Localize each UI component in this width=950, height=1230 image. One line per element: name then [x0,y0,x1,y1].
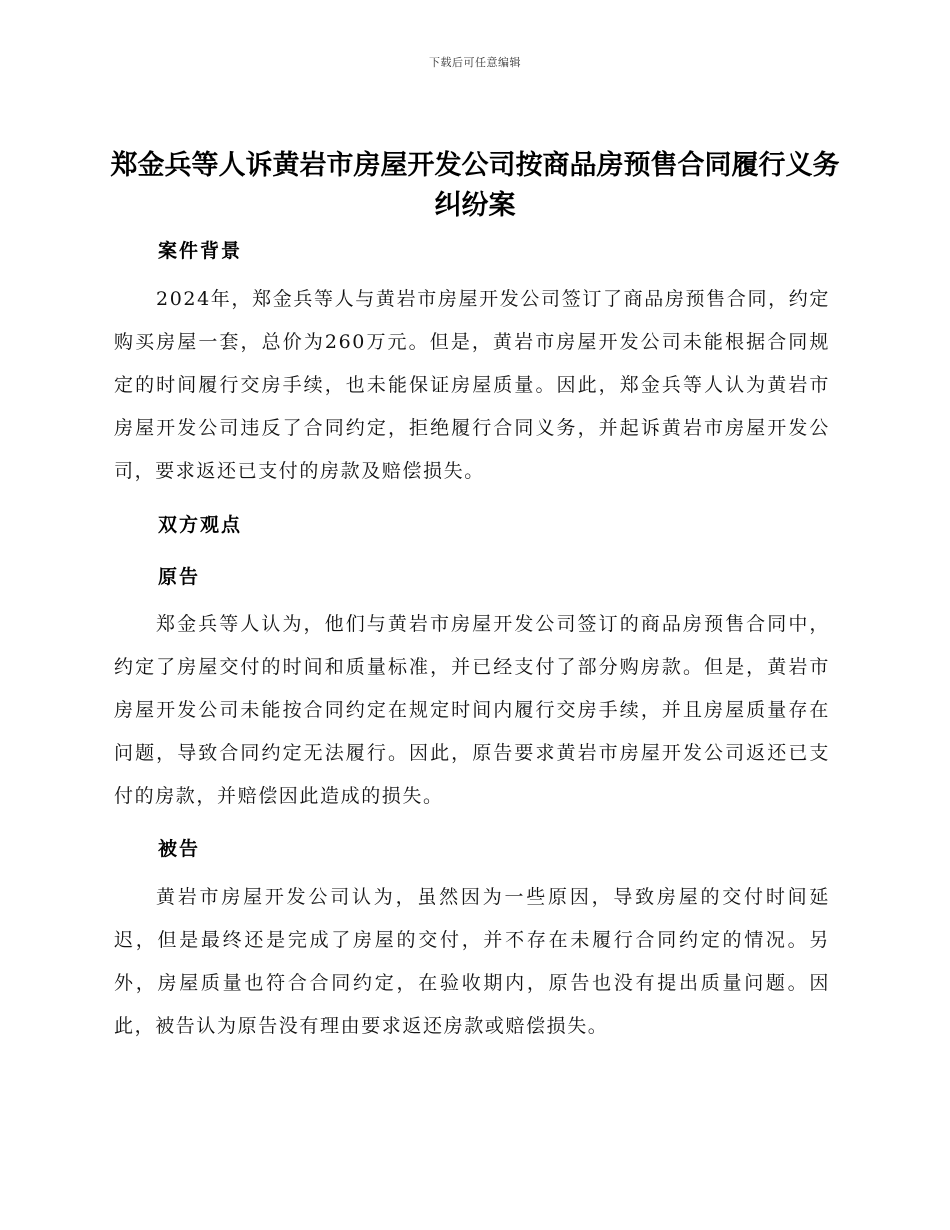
section-heading-background: 案件背景 [158,240,243,262]
paragraph-plaintiff: 郑金兵等人认为，他们与黄岩市房屋开发公司签订的商品房预售合同中，约定了房屋交付的时间和质量标准，并已经支付了部分购房款。但是，黄岩市房屋开发公司未能按合同约定在规定时间内履行交房手续，并且房屋质量存在问题，导致合同约定无法履行。因此，原告要求黄岩市房屋开发公司返还已支付的房款，并赔偿因此造成的损失。 [114,613,830,807]
section-heading-views: 双方观点 [158,514,243,536]
section-heading-plaintiff: 原告 [158,566,201,588]
header-note: 下载后可任意编辑 [429,56,521,69]
paragraph-background: 2024年，郑金兵等人与黄岩市房屋开发公司签订了商品房预售合同，约定购买房屋一套，总价为260万元。但是，黄岩市房屋开发公司未能根据合同规定的时间履行交房手续，也未能保证房屋质量。因此，郑金兵等人认为黄岩市房屋开发公司违反了合同约定，拒绝履行合同义务，并起诉黄岩市房屋开发公司，要求返还已支付的房款及赔偿损失。 [114,288,830,482]
section-heading-defendant: 被告 [158,838,201,860]
document-title: 郑金兵等人诉黄岩市房屋开发公司按商品房预售合同履行义务纠纷案 [110,150,840,221]
paragraph-defendant: 黄岩市房屋开发公司认为，虽然因为一些原因，导致房屋的交付时间延迟，但是最终还是完成了房屋的交付，并不存在未履行合同约定的情况。另外，房屋质量也符合合同约定，在验收期内，原告也没有提出质量问题。因此，被告认为原告没有理由要求返还房款或赔偿损失。 [114,886,830,1037]
